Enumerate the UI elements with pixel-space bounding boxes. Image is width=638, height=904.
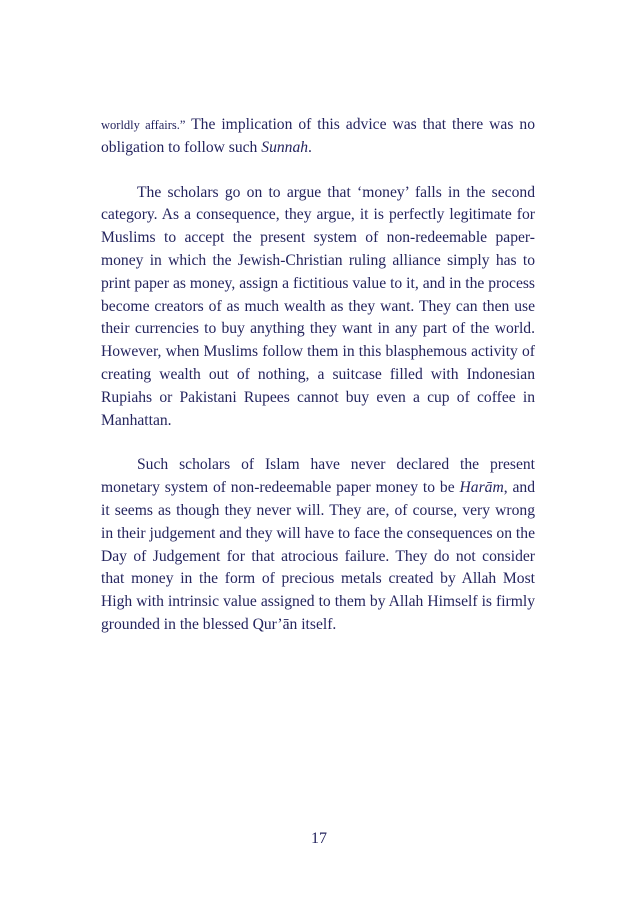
paragraph-2	[101, 182, 535, 433]
paragraph-3	[101, 454, 535, 636]
paragraph-1-period: .	[308, 138, 312, 156]
paragraph-1-term-sunnah: Sunnah	[261, 138, 309, 156]
paragraph-3-text-end: , and it seems as though they never will. They are, of course, very wrong in their judgement and they will have to face the consequences on the Day of Judgement for that atrocious failure. They do not consider that money in the form of precious metals created by Allah Most High with intrinsic value assigned to them by Allah Himself is firmly grounded in the blessed Qur’ān itself.	[101, 479, 535, 633]
paragraph-3-term-haram: Harām	[459, 479, 504, 497]
page-number: 17	[311, 830, 327, 847]
paragraph-1-text: The implication of this advice was that there was no obligation to follow such	[101, 116, 535, 156]
page-body	[101, 114, 535, 637]
paragraph-1-quote-end: worldly affairs.”	[101, 118, 186, 132]
paragraph-2-text: The scholars go on to argue that ‘money’ falls in the second category. As a consequence, they argue, it is perfectly legitimate for Muslims to accept the present system of non-redeemable paper-money in which the Jewish-Christian ruling alliance simply has to print paper as money, assign a fictitious value to it, and in the process become creators of as much wealth as they want. They can then use their currencies to buy anything they want in any part of the world. However, when Muslims follow them in this blasphemous activity of creating wealth out of nothing, a suitcase filled with Indonesian Rupiahs or Pakistani Rupees cannot buy even a cup of coffee in Manhattan.	[101, 183, 535, 429]
paragraph-1	[101, 114, 535, 160]
paragraph-3-text-start: Such scholars of Islam have never declared the present monetary system of non-redeemable paper money to be	[101, 456, 535, 497]
